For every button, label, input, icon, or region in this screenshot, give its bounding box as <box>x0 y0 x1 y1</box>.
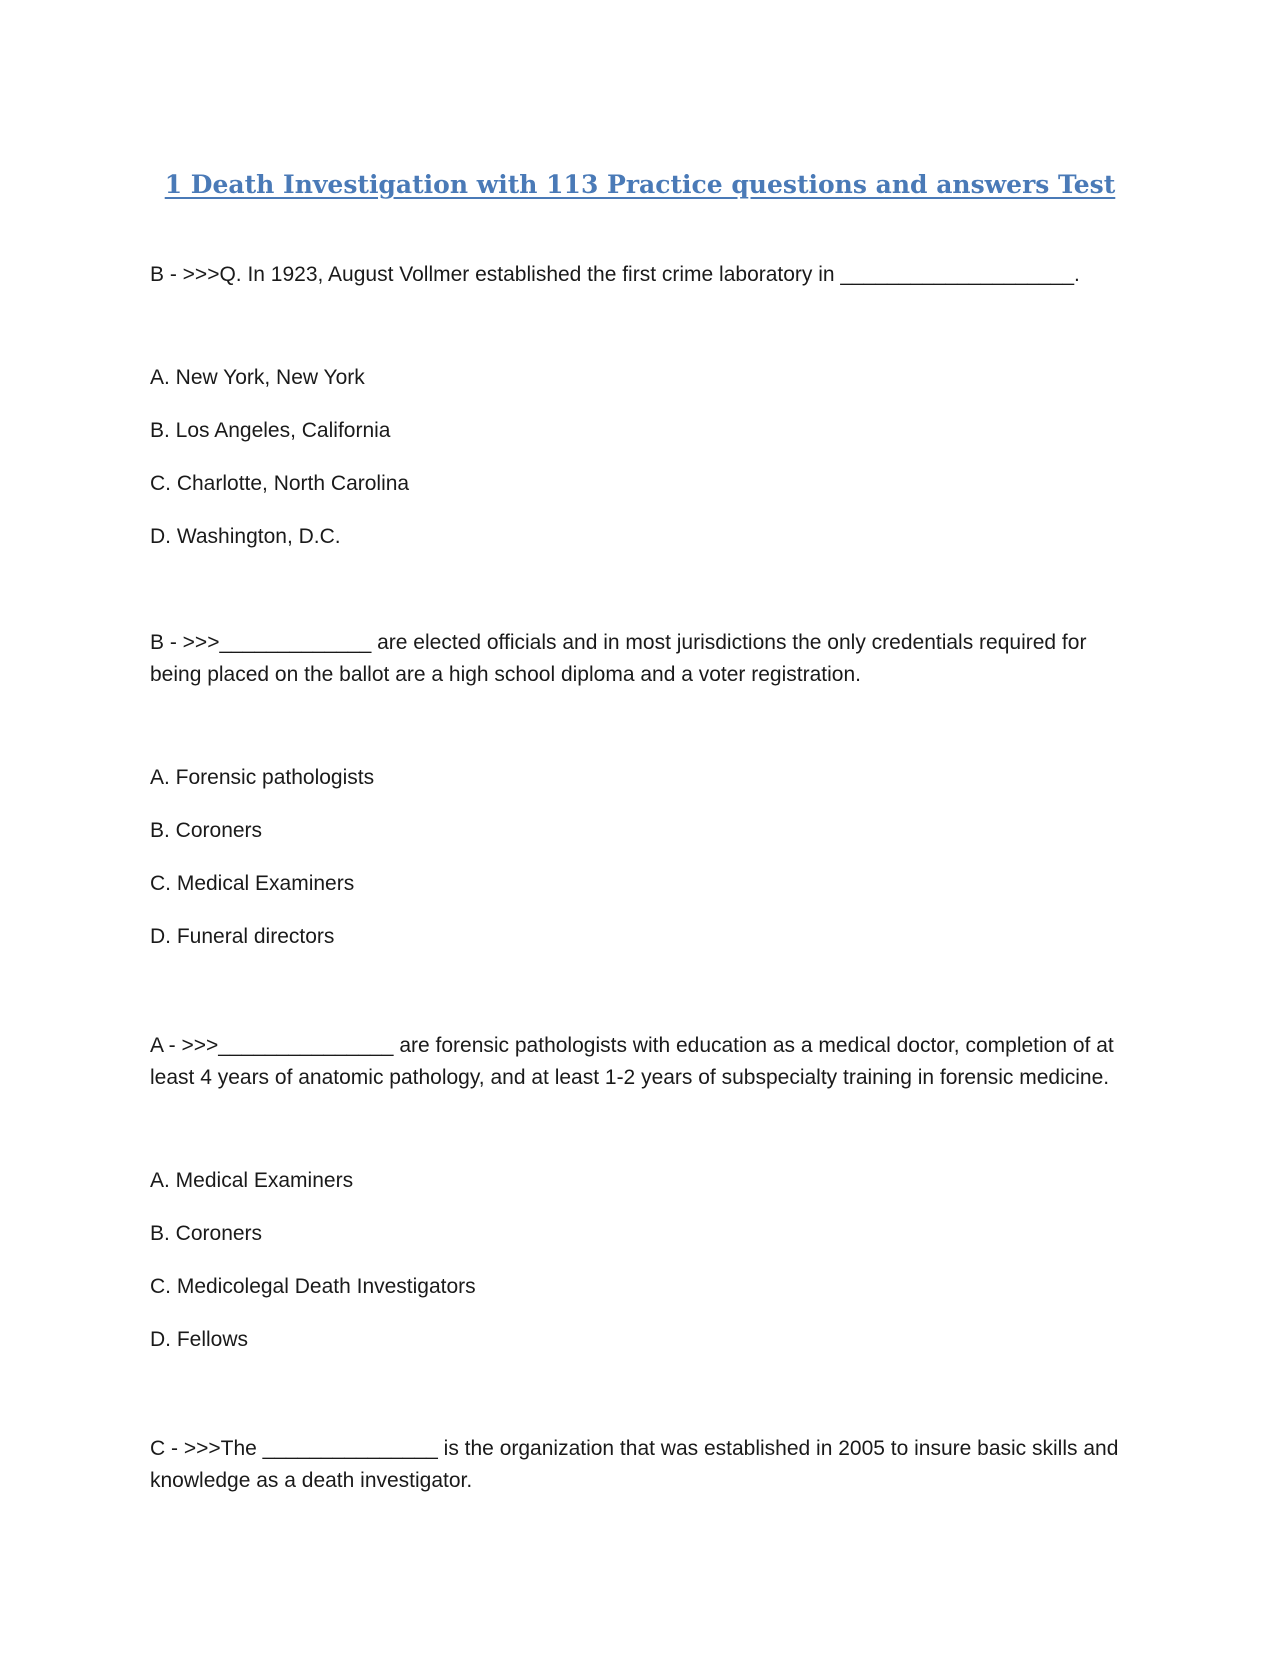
question-1-option-d: D. Washington, D.C. <box>150 525 341 548</box>
document-title: 1 Death Investigation with 113 Practice questions and answers Test <box>164 170 1116 199</box>
question-3-option-a: A. Medical Examiners <box>150 1169 354 1192</box>
question-2-text: B - >>>_____________ are elected officials and in most jurisdictions the only credentials required for being placed on the ballot are a high school diploma and a voter registration. <box>150 631 1087 686</box>
question-3-option-d: D. Fellows <box>150 1328 249 1351</box>
question-4-text: C - >>>The _______________ is the organization that was established in 2005 to insure basic skills and knowledge as a death investigator. <box>150 1437 1119 1492</box>
question-2-option-a: A. Forensic pathologists <box>150 766 375 789</box>
question-2-option-b: B. Coroners <box>150 819 263 842</box>
question-2-option-c: C. Medical Examiners <box>150 872 355 895</box>
question-3-option-b: B. Coroners <box>150 1222 263 1245</box>
question-2-option-d: D. Funeral directors <box>150 925 335 948</box>
question-3-option-c: C. Medicolegal Death Investigators <box>150 1275 476 1298</box>
question-1-option-c: C. Charlotte, North Carolina <box>150 472 410 495</box>
question-3-text: A - >>>_______________ are forensic pathologists with education as a medical doctor, completion of at least 4 years of anatomic pathology, and at least 1-2 years of subspecialty training in forensic medicine. <box>150 1034 1114 1089</box>
question-1-option-a: A. New York, New York <box>150 366 365 389</box>
question-1-text: B - >>>Q. In 1923, August Vollmer established the first crime laboratory in ____________________. <box>150 263 1080 286</box>
question-1-option-b: B. Los Angeles, California <box>150 419 391 442</box>
